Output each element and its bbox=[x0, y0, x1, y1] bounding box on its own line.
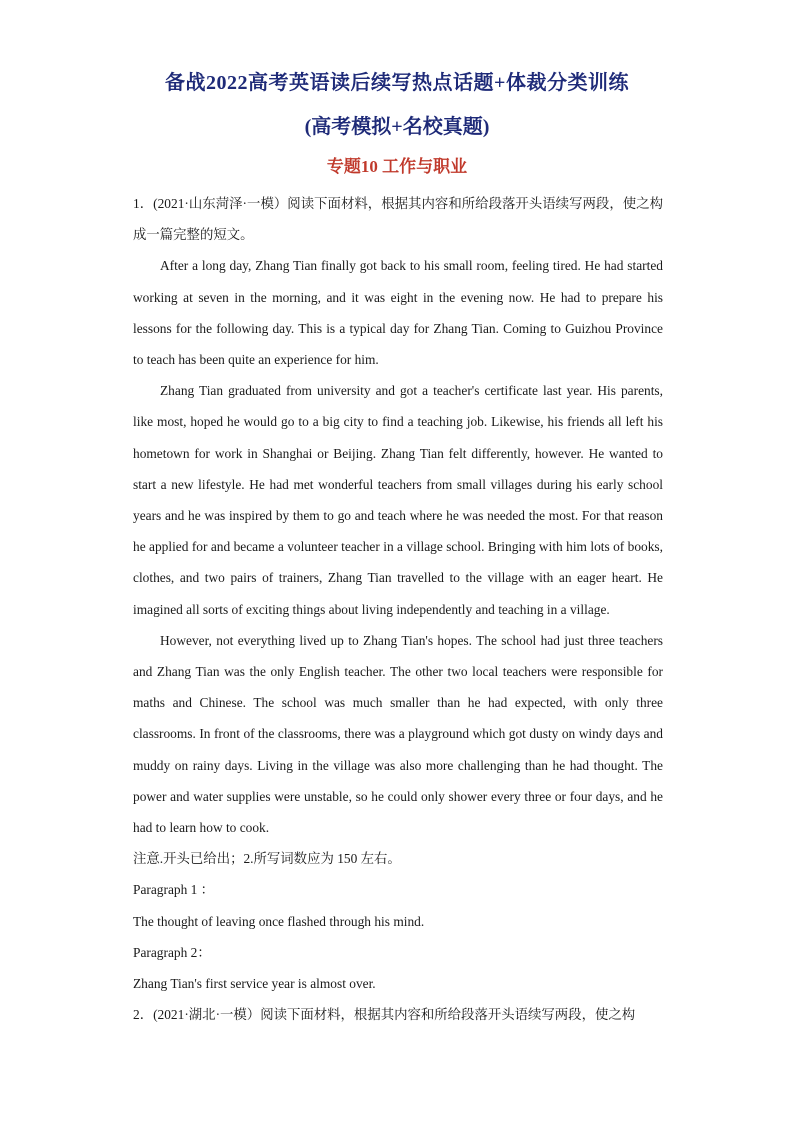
passage-paragraph-3: However, not everything lived up to Zhang Tian's hopes. The school had just three teachers and Zhang Tian was the only English teacher. The other two local teachers were responsible for maths and Chinese. The school was much smaller than he had expected, with only three classrooms. In front of the classrooms, there was a playground which got dusty on windy days and muddy on rainy days. Living in the village was also more challenging than he had thought. The power and water supplies were unstable, so he could only shower every three or four days, and he had to learn how to cook. bbox=[133, 632, 663, 836]
document-body bbox=[133, 188, 663, 1030]
question-1-intro: 1．(2021·山东菏泽·一模）阅读下面材料，根据其内容和所给段落开头语续写两段，使之构成一篇完整的短文。 bbox=[133, 196, 663, 243]
paragraph-1-label: Paragraph 1 ： bbox=[133, 882, 215, 898]
topic-heading: 专题10 工作与职业 bbox=[326, 157, 468, 176]
document-title: 备战2022高考英语读后续写热点话题+体裁分类训练 bbox=[165, 72, 629, 94]
document-subtitle: (高考模拟+名校真题) bbox=[304, 116, 490, 138]
passage-paragraph-1: After a long day, Zhang Tian finally got back to his small room, feeling tired. He had started working at seven in the morning, and it was eight in the evening now. He had to prepare his lessons for the following day. This is a typical day for Zhang Tian. Coming to Guizhou Province to teach has been quite an experience for him. bbox=[133, 258, 663, 368]
paragraph-2-label: Paragraph 2： bbox=[133, 944, 211, 960]
paragraph-1-start: The thought of leaving once flashed through his mind. bbox=[133, 913, 425, 929]
passage-paragraph-2: Zhang Tian graduated from university and got a teacher's certificate last year. His parents, like most, hoped he would go to a big city to find a teaching job. Likewise, his friends all left his hometown for work in Shanghai or Beijing. Zhang Tian felt differently, however. He wanted to start a new lifestyle. He had met wonderful teachers from small villages during his early school years and he was inspired by them to go and teach where he was needed the most. For that reason he applied for and became a volunteer teacher in a village school. Bringing with him lots of books, clothes, and two pairs of trainers, Zhang Tian travelled to the village with an eager heart. He imagined all sorts of exciting things about living independently and teaching in a village. bbox=[133, 383, 663, 617]
question-2-intro: 2．(2021·湖北·一模）阅读下面材料，根据其内容和所给段落开头语续写两段，使之构 bbox=[133, 1007, 636, 1023]
paragraph-2-start: Zhang Tian's first service year is almost over. bbox=[133, 976, 376, 992]
writing-note: 注意.开头已给出；2.所写词数应为 150 左右。 bbox=[133, 851, 401, 867]
